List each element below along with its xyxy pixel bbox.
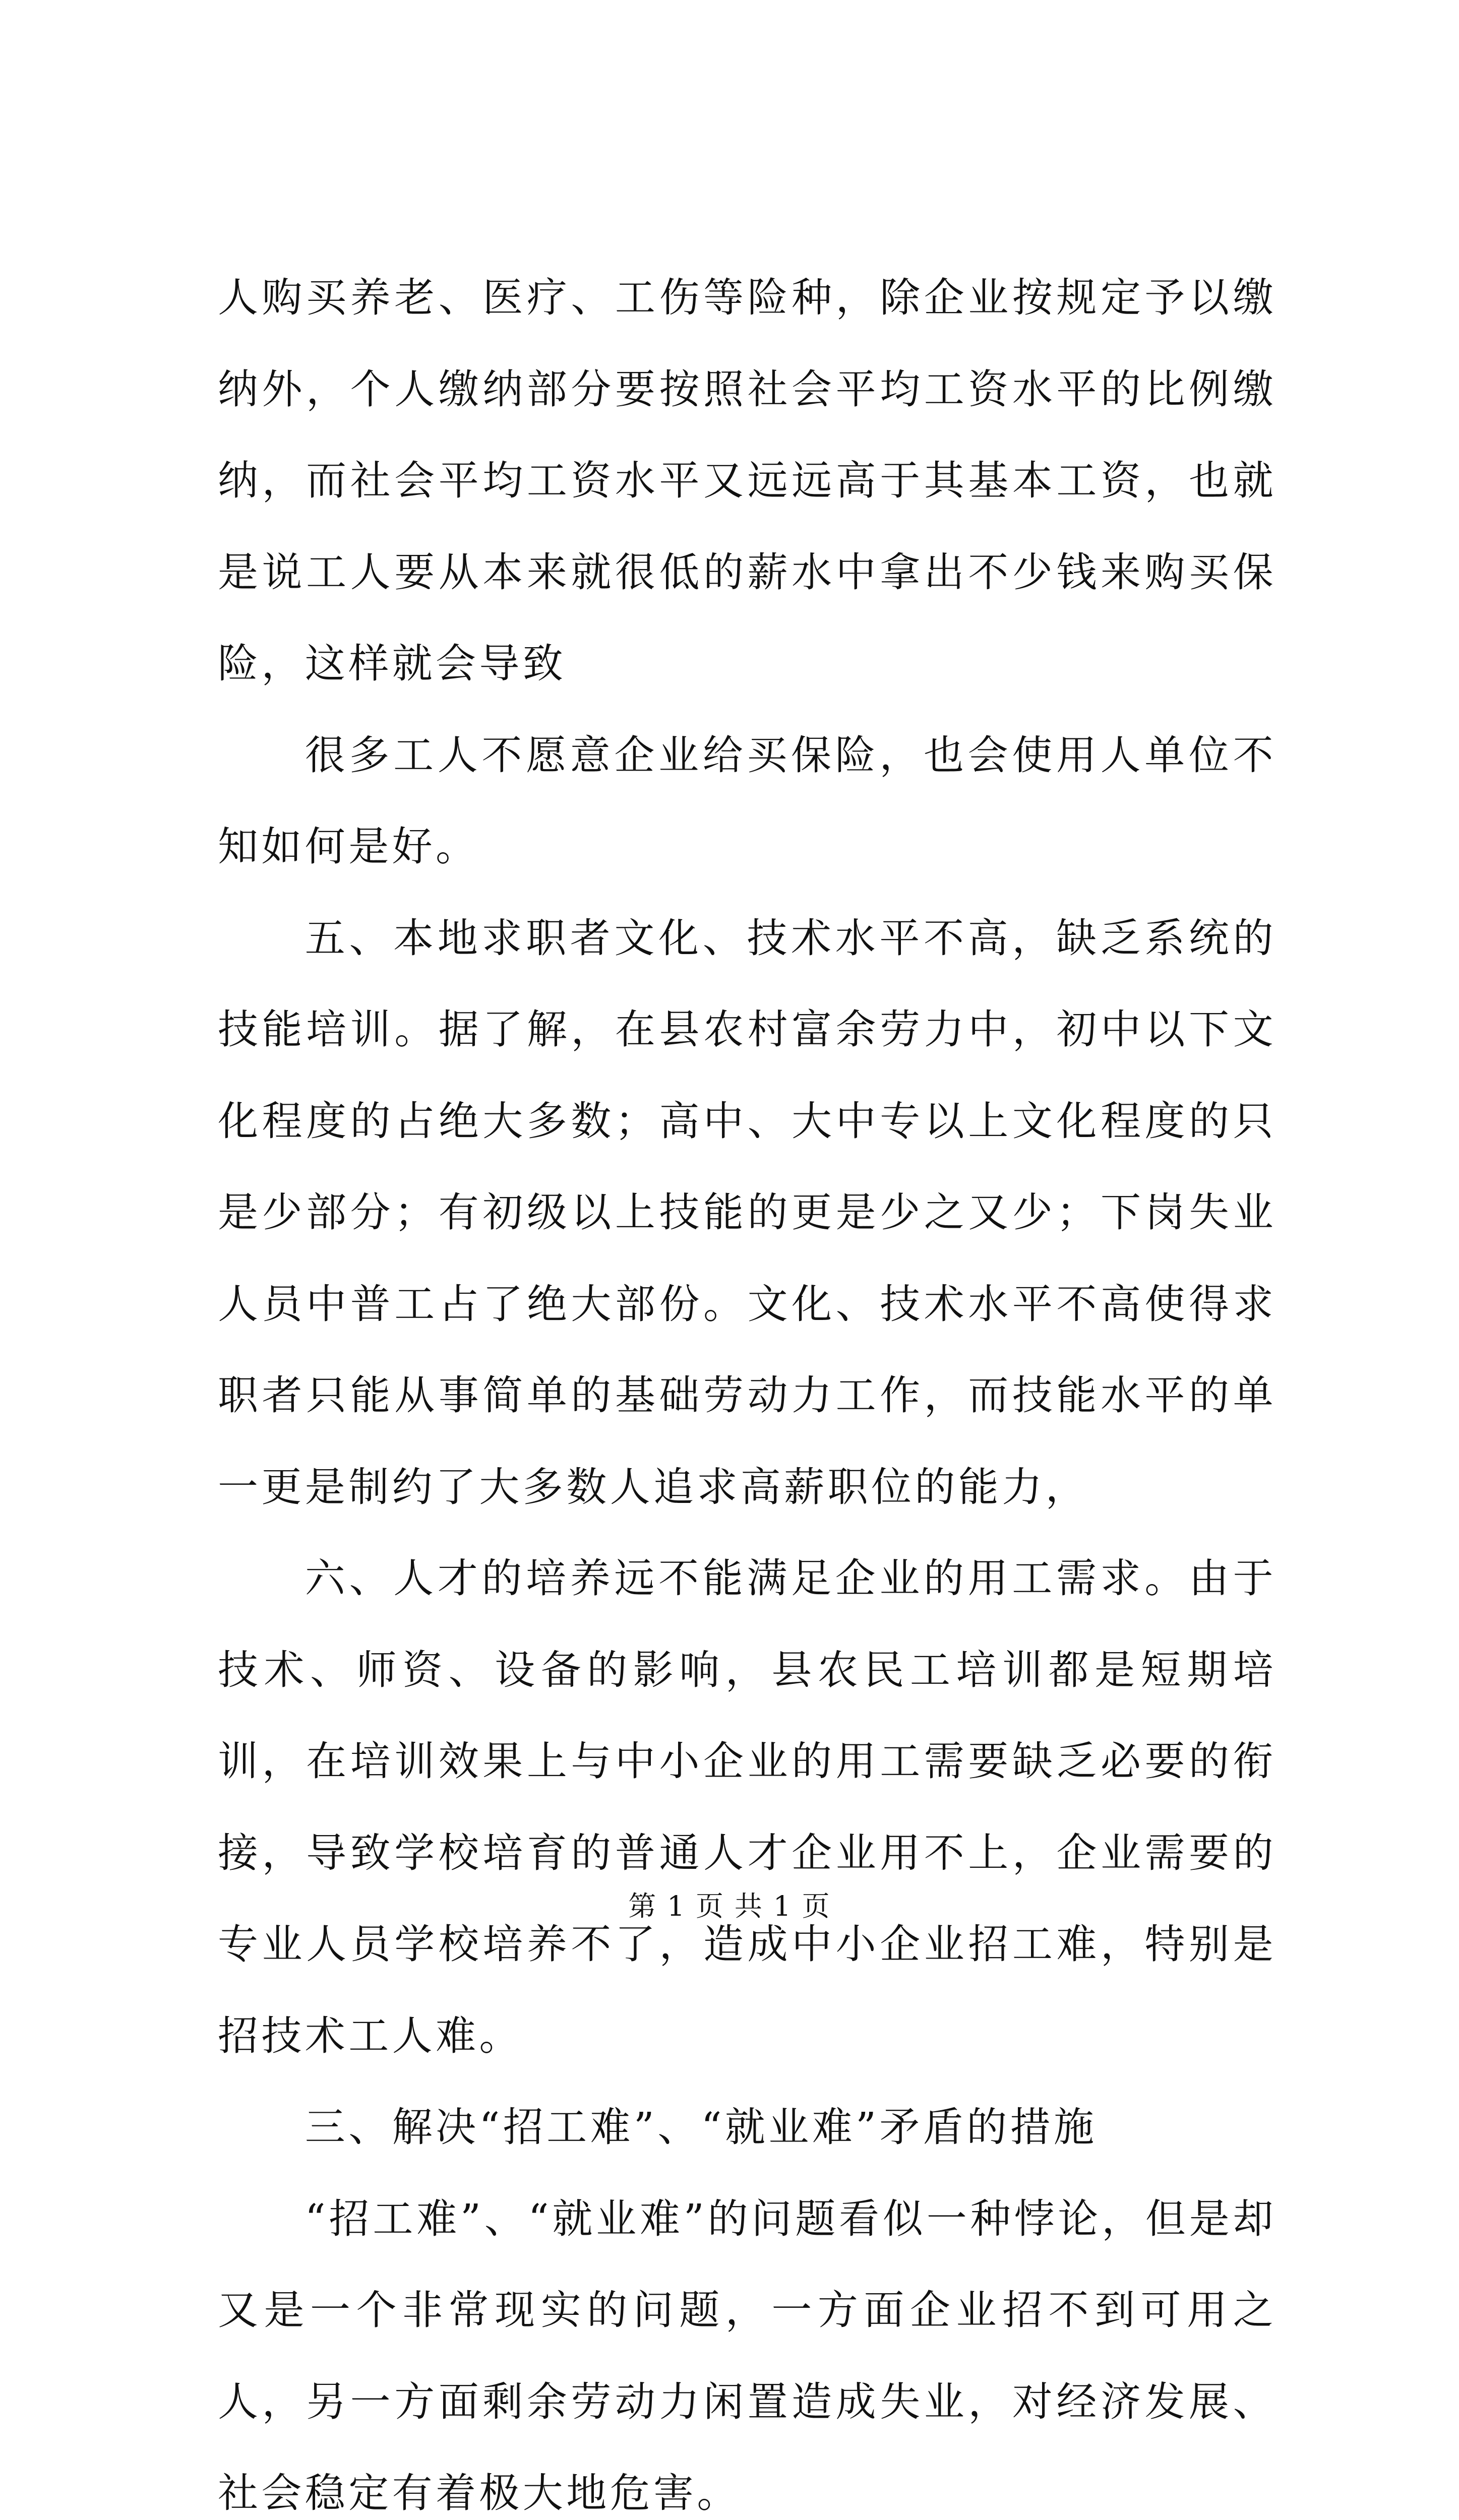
paragraph-6: “招工难”、“就业难”的问题看似一种悖论，但是却又是一个非常现实的问题，一方面企业招不到可用之人，另一方面剩余劳动力闲置造成失业，对经济发展、社会稳定有着极大地危害。 [218, 2173, 1276, 2520]
paragraph-1: 人购买养老、医疗、工伤等险种，除企业按规定予以缴纳外，个人缴纳部分要按照社会平均工资水平的比例缴纳，而社会平均工资水平又远远高于其基本工资，也就是说工人要从本来就很低的薪水中拿出不少钱来购买保险，这样就会导致 [218, 252, 1276, 710]
paragraph-3: 五、本地求职者文化、技术水平不高，缺乏系统的技能培训。据了解，在县农村富余劳力中，初中以下文化程度的占绝大多数；高中、大中专以上文化程度的只是少部分；有初级以上技能的更是少之又少；下岗失业人员中普工占了绝大部份。文化、技术水平不高使得求职者只能从事简单的基础劳动力工作，而技能水平的单一更是制约了大多数人追求高薪职位的能力， [218, 893, 1276, 1533]
document-body [218, 252, 1276, 2520]
paragraph-4: 六、人才的培养远不能满足企业的用工需求。由于技术、师资、设备的影响，县农民工培训都是短期培训，在培训效果上与中小企业的用工需要缺乏必要的衔接，导致学校培育的普通人才企业用不上，企业需要的专业人员学校培养不了，造成中小企业招工难，特别是招技术工人难。 [218, 1533, 1276, 2082]
section-heading-3: 三、解决“招工难”、“就业难”矛盾的措施 [218, 2082, 1276, 2173]
page-footer: 第 1 页 共 1 页 [0, 1888, 1459, 1924]
paragraph-2: 很多工人不愿意企业给买保险，也会使用人单位不知如何是好。 [218, 710, 1276, 893]
